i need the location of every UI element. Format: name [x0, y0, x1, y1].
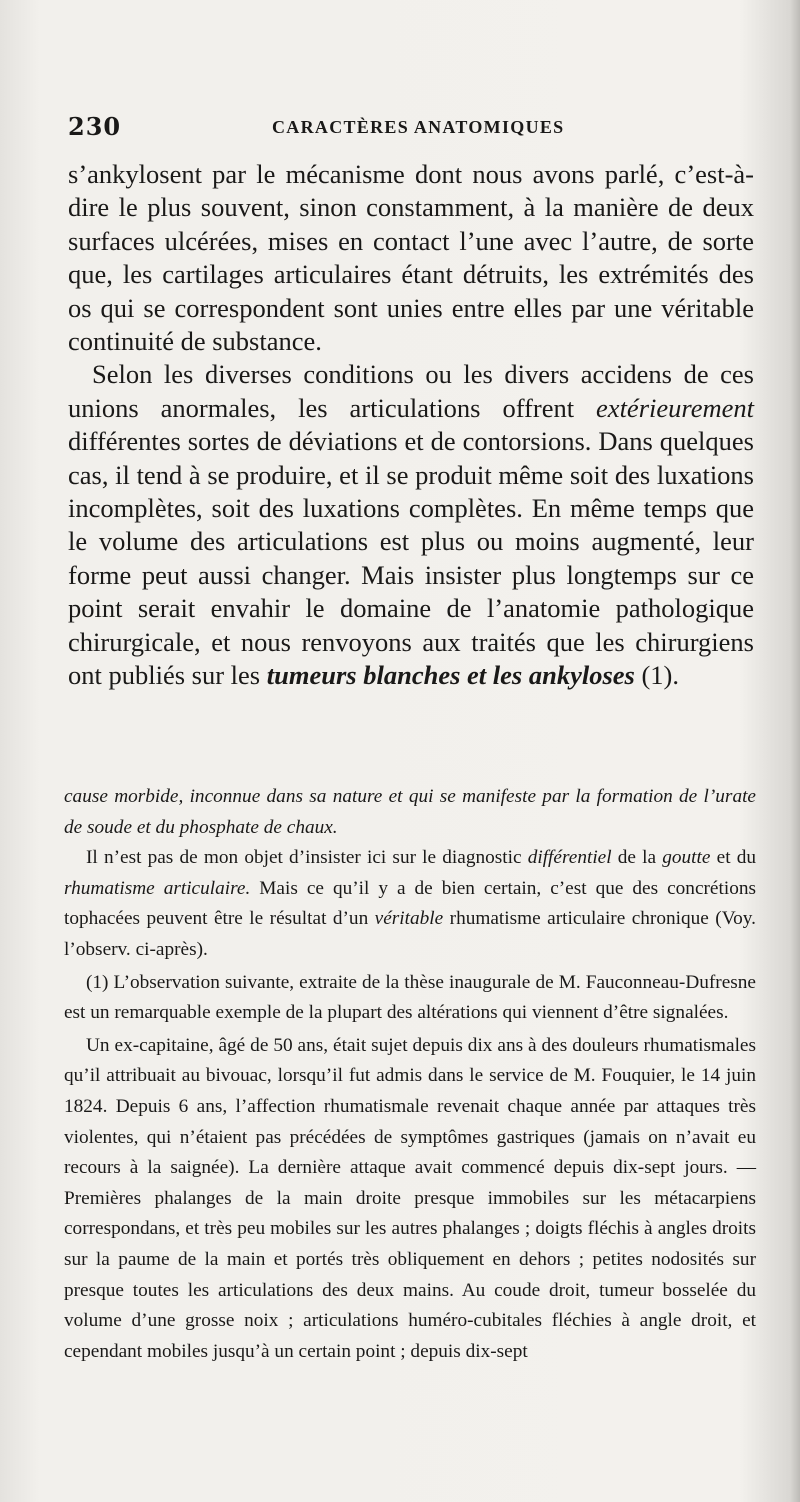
footnote-continuation: cause morbide, inconnue dans sa nature et qui se manifeste par la formation de l’urate de soude et du phosphate de chaux. [64, 786, 756, 838]
page-number: 230 [68, 112, 122, 141]
running-title: CARACTÈRES ANATOMIQUES [272, 117, 565, 137]
italic-term: extérieurement [596, 392, 754, 423]
main-paragraph-2: Selon les diverses conditions ou les divers accidens de ces unions anormales, les articulations offrent extérieurement différentes sortes de déviations et de contorsions. Dans quelques cas, il tend à se produire, et il se produit même soit des luxations incomplètes, soit des luxations complètes. En même temps que le volume des articulations est plus ou moins augmenté, leur forme peut aussi changer. Mais insister plus longtemps sur ce point serait envahir le domaine de l’anatomie pathologique chirurgicale, et nous renvoyons aux traités que les chirurgiens ont publiés sur les tumeurs blanches et les ankyloses (1). [68, 359, 754, 691]
main-text [68, 158, 754, 693]
footnotes [64, 782, 756, 1367]
footnote-observation: Un ex-capitaine, âgé de 50 ans, était sujet depuis dix ans à des douleurs rhumatismales qu’il attribuait au bivouac, lorsqu’il fut admis dans le service de M. Fouquier, le 14 juin 1824. Depuis 6 ans, l’affection rhumatismale revenait chaque année par attaques très violentes, qui n’étaient pas précédées de symptômes gastriques (jamais on n’avait eu recours à la saignée). La dernière attaque avait commencé depuis dix-sept jours. —Premières phalanges de la main droite presque immobiles sur les métacarpiens correspondans, et très peu mobiles sur les autres phalanges ; doigts fléchis à angles droits sur la paume de la main et portés très obliquement en dehors ; petites nodosités sur presque toutes les articulations des deux mains. Au coude droit, tumeur bosselée du volume d’une grosse noix ; articulations huméro-cubitales fléchies à angle droit, et cependant mobiles jusqu’à un certain point ; depuis dix-sept [64, 1034, 756, 1362]
main-paragraph-1: s’ankylosent par le mécanisme dont nous avons parlé, c’est-à-dire le plus souvent, sinon constamment, à la manière de deux surfaces ulcérées, mises en contact l’une avec l’autre, de sorte que, les cartilages articulaires étant détruits, les extrémités des os qui se correspondent sont unies entre elles par une véritable continuité de substance. [68, 159, 754, 357]
footnote-1: (1) L’observation suivante, extraite de la thèse inaugurale de M. Fauconneau-Dufresne est un remarquable exemple de la plupart des altérations qui viennent d’être signalées. [64, 971, 756, 1024]
page-header [68, 112, 758, 142]
footnote-paragraph-diagnostic: Il n’est pas de mon objet d’insister ici sur le diagnostic différentiel de la goutte et du rhumatisme articulaire. Mais ce qu’il y a de bien certain, c’est que des concrétions tophacées peuvent être le résultat d’un véritable rhumatisme articulaire chronique (Voy. l’observ. ci-après). [64, 847, 757, 960]
italic-reference: tumeurs blanches et les ankyloses [266, 660, 635, 691]
